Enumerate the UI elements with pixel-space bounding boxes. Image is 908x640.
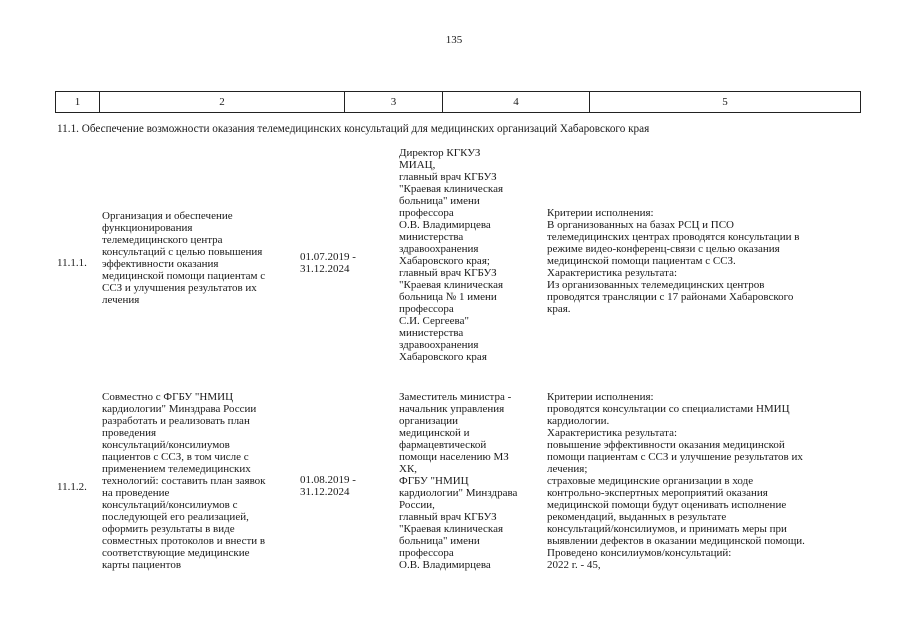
row-result: Критерии исполнения: В организованных на базах РСЦ и ПСО телемедицинских центрах проводятся консультации в режиме видео-конференц-связи с целью оказания медицинской помощи пациентам с ССЗ. Характеристика результата: Из организованных телемедицинских центров проводятся трансляции с 17 районами Хабаровского края. (547, 207, 800, 315)
column-header-4: 4 (443, 92, 590, 113)
row-dates: 01.08.2019 - 31.12.2024 (300, 474, 356, 498)
row-description: Организация и обеспечение функционирования телемедицинского центра консультаций с целью повышения эффективности оказания медицинской помощи пациентам с ССЗ и улучшения результатов их лечения (102, 210, 266, 306)
column-header-row (56, 92, 861, 113)
column-header-2: 2 (100, 92, 345, 113)
column-header-1: 1 (56, 92, 100, 113)
row-responsible: Заместитель министра - начальник управления организации медицинской и фармацевтической помощи населению МЗ ХК, ФГБУ "НМИЦ кардиологии" Минздрава России, главный врач КГБУЗ "Краевая клиническая больница" имени профессора О.В. Владимирцева (399, 391, 518, 571)
column-header-3: 3 (345, 92, 443, 113)
row-description: Совместно с ФГБУ "НМИЦ кардиологии" Минздрава России разработать и реализовать план проведения консультаций/консилиумов пациентов с ССЗ, в том числе с применением телемедицинских технологий: составить план заявок на проведение консультаций/консилиумов с последующей его реализацией, оформить результаты в виде совместных протоколов и внести в соответствующие медицинские карты пациентов (102, 391, 266, 571)
section-title: 11.1. Обеспечение возможности оказания телемедицинских консультаций для медицинских организаций Хабаровского края (57, 123, 650, 135)
row-result: Критерии исполнения: проводятся консультации со специалистами НМИЦ кардиологии. Характеристика результата: повышение эффективности оказания медицинской помощи пациентам с ССЗ и улучшение результатов их лечения; страховые медицинские организации в ходе контрольно-экспертных мероприятий оказания медицинской помощи будут оценивать исполнение рекомендаций, выданных в результате консультаций/консилиумов, и принимать меры при выявлении дефектов в оказании медицинской помощи. Проведено консилиумов/консультаций: 2022 г. - 45, (547, 391, 805, 571)
row-responsible: Директор КГКУЗ МИАЦ, главный врач КГБУЗ "Краевая клиническая больница" имени профессора О.В. Владимирцева министерства здравоохранения Хабаровского края; главный врач КГБУЗ "Краевая клиническая больница № 1 имени профессора С.И. Сергеева" министерства здравоохранения Хабаровского края (399, 147, 504, 363)
page-number: 135 (445, 34, 463, 46)
column-header-table (55, 91, 861, 113)
row-number: 11.1.1. (57, 257, 87, 269)
row-dates: 01.07.2019 - 31.12.2024 (300, 251, 356, 275)
row-number: 11.1.2. (57, 481, 87, 493)
column-header-5: 5 (590, 92, 861, 113)
